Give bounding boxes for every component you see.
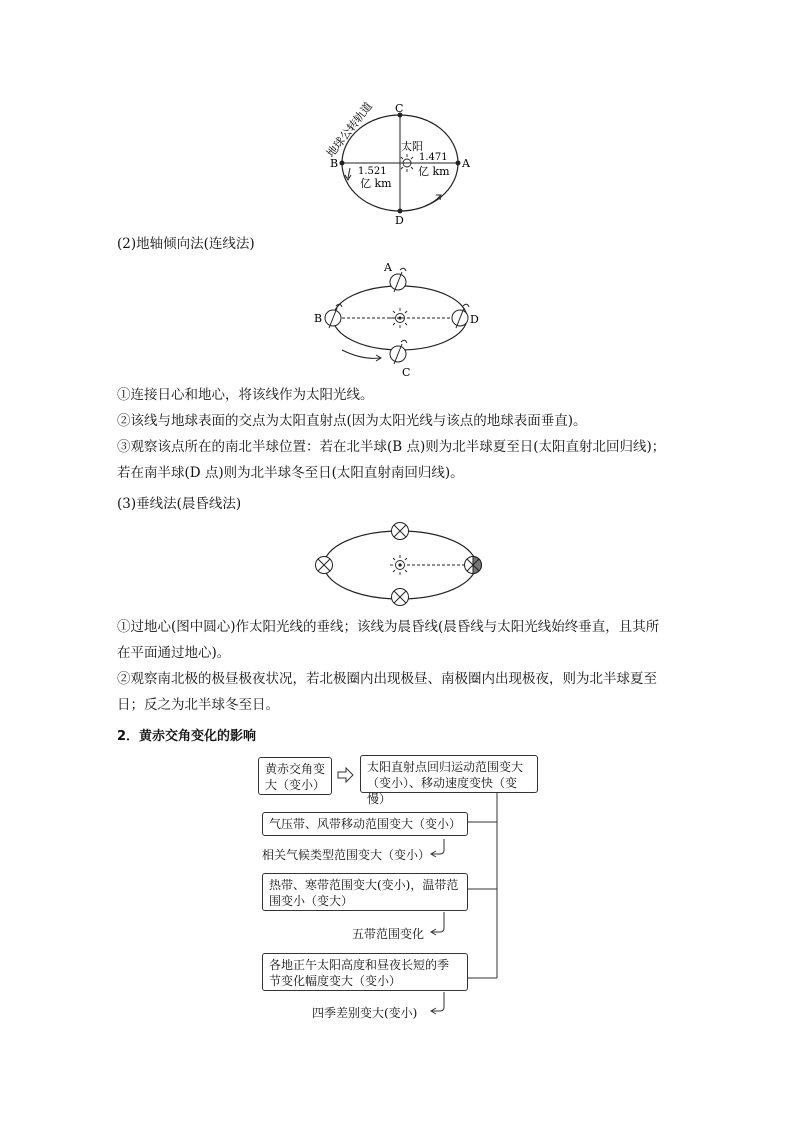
section3-item-2-cont: 日；反之为北半球冬至日。 — [117, 697, 279, 713]
solar-height-line2: 节变化幅度变大（变小） — [269, 974, 402, 988]
section3-item-1-cont: 在平面通过地心)。 — [117, 645, 231, 661]
section2-item-2: ②该线与地球表面的交点为太阳直射点(因为太阳光线与该点的地球表面垂直)。 — [117, 413, 587, 429]
start-box-line1: 黄赤交角变 — [265, 762, 326, 776]
section3-heading: (3)垂线法(晨昏线法) — [117, 496, 242, 512]
section2-item-3: ③观察该点所在的南北半球位置：若在北半球(B 点)则为北半球夏至日(太阳直射北回归线)； — [117, 439, 666, 455]
zone-range-line2: 围变小（变大） — [269, 894, 354, 908]
sun-label: 太阳 — [401, 140, 423, 153]
start-box-line2: 大（变小） — [265, 778, 326, 792]
point-d-label: D — [395, 214, 404, 227]
result-box — [360, 755, 538, 806]
section2-heading: (2)地轴倾向法(连线法) — [117, 236, 255, 252]
point-a-label: A — [462, 157, 470, 170]
point-c-label: C — [395, 102, 404, 115]
climate-range-label: 相关气候类型范围变大（变小） — [262, 848, 431, 862]
solar-height-box — [262, 953, 468, 991]
solar-height-line1: 各地正午太阳高度和昼夜长短的季 — [269, 958, 450, 972]
section3-item-1: ①过地心(图中圆心)作太阳光线的垂线；该线为晨昏线(晨昏线与太阳光线始终垂直，且其所 — [117, 619, 660, 635]
point-c-label: C — [402, 366, 411, 379]
right-distance-unit: 亿 km — [418, 165, 450, 178]
left-distance-number: 1.521 — [358, 166, 387, 177]
section-heading-2: 2．黄赤交角变化的影响 — [117, 729, 257, 744]
result-box-line1: 太阳直射点回归运动范围变大 — [367, 760, 524, 774]
start-box — [258, 757, 332, 795]
pressure-belt-box: 气压带、风带移动范围变大（变小） — [262, 812, 468, 836]
five-zones-label: 五带范围变化 — [352, 927, 425, 941]
section2-item-1: ①连接日心和地心，将该线作为太阳光线。 — [117, 387, 374, 403]
point-b-label: B — [314, 312, 323, 325]
left-distance-unit: 亿 km — [360, 177, 392, 190]
point-d-label: D — [470, 313, 479, 326]
zone-range-line1: 热带、寒带范围变大(变小)，温带范 — [269, 878, 459, 892]
point-b-label: B — [330, 157, 339, 170]
zone-range-box — [262, 873, 468, 911]
section2-item-3-cont: 若在南半球(D 点)则为北半球冬至日(太阳直射南回归线)。 — [117, 465, 464, 481]
season-difference-label: 四季差别变大(变小) — [312, 1006, 418, 1020]
result-box-line2: （变小）、移动速度变快（变慢） — [367, 776, 518, 806]
section3-item-2: ②观察南北极的极昼极夜状况，若北极圈内出现极昼、南极圈内出现极夜，则为北半球夏至 — [117, 671, 657, 687]
right-distance-number: 1.471 — [419, 152, 448, 163]
orbit-label: 地球公转轨道 — [324, 99, 375, 160]
point-a-label: A — [384, 261, 392, 274]
